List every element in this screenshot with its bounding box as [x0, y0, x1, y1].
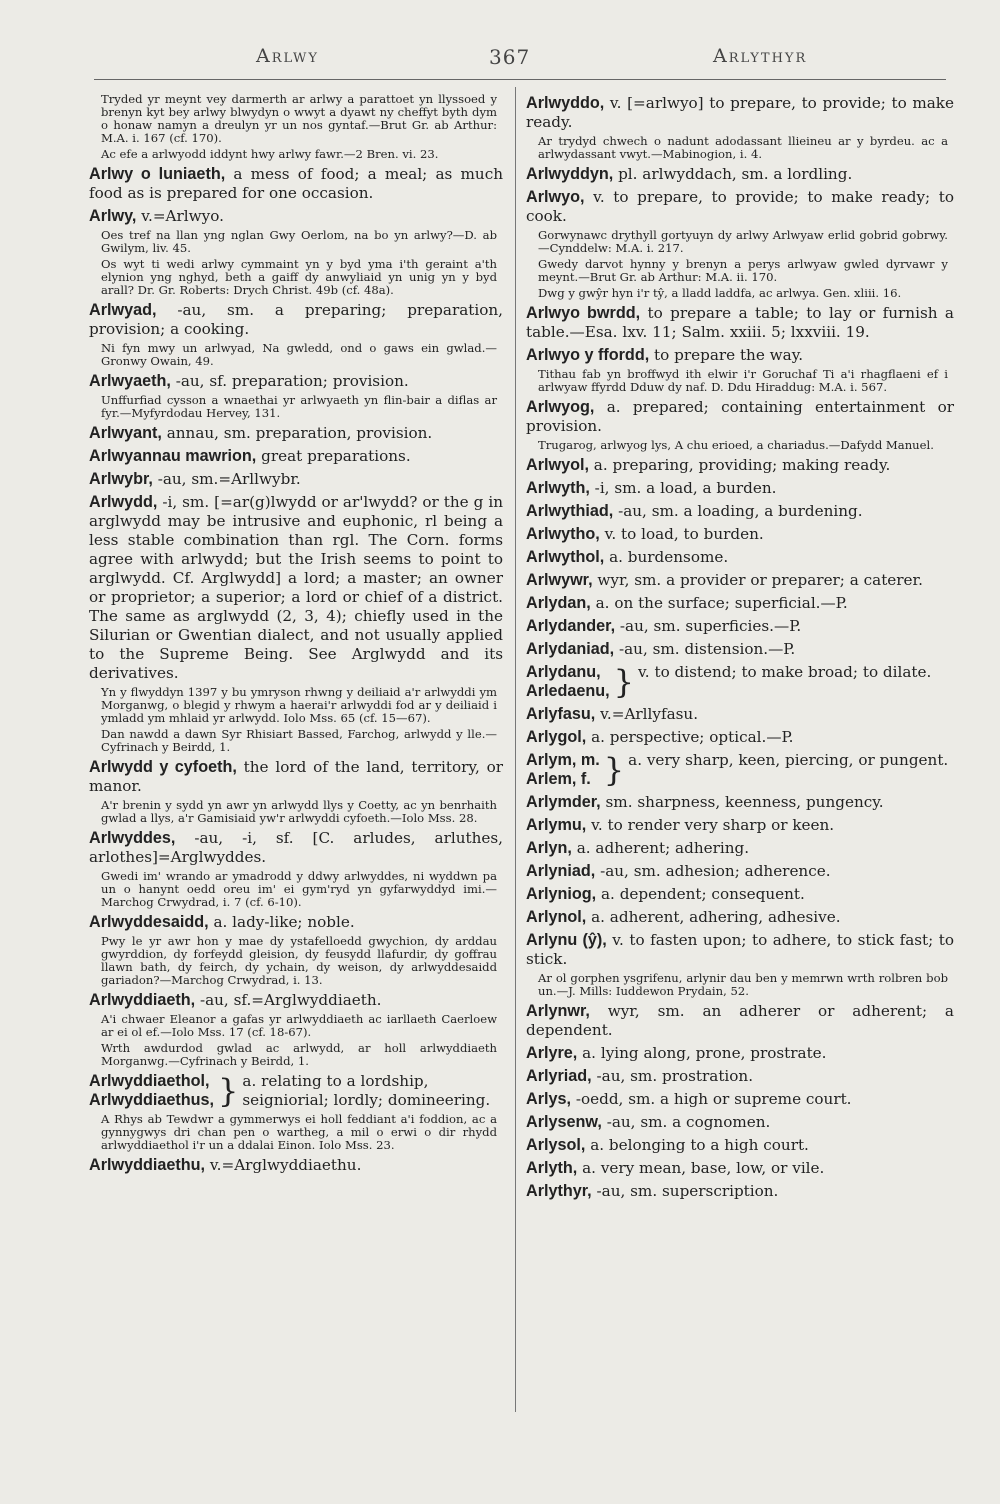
definition: -au, sf.=Arglwyddiaeth. — [195, 991, 382, 1009]
dictionary-entry — [526, 839, 954, 858]
definition: a. dependent; consequent. — [596, 885, 805, 903]
headword: Arlyniad, — [526, 862, 596, 880]
headword: Arlwythiad, — [526, 502, 614, 520]
headword: Arlys, — [526, 1090, 571, 1108]
definition: a. belonging to a high court. — [585, 1136, 809, 1154]
headword: Arlwyddiaeth, — [89, 991, 196, 1009]
headword: Arlythyr, — [526, 1182, 592, 1200]
citation-quote: Oes tref na llan yng nglan Gwy Oerlom, na bo yn arlwy?—D. ab Gwilym, liv. 45. — [101, 228, 497, 255]
headword: Arlwyddesaidd, — [89, 913, 209, 931]
citation-quote: Trugarog, arlwyog lys, A chu erioed, a chariadus.—Dafydd Manuel. — [538, 438, 934, 452]
dictionary-entry — [89, 424, 503, 443]
headword: Arlyniog, — [526, 885, 597, 903]
dictionary-entry — [526, 1067, 954, 1086]
definition: pl. arlwyddach, sm. a lordling. — [613, 165, 853, 183]
brace: } — [218, 1072, 239, 1110]
definition: sm. sharpness, keenness, pungency. — [600, 793, 884, 811]
citation-quote: A'r brenin y sydd yn awr yn arlwydd llys y Coetty, ac yn benrhaith gwlad a llys, a'r Gamisiaid yw'r arlwyddi cyfoeth.—Iolo Mss. 28. — [101, 798, 497, 825]
headword: Arlynwr, — [526, 1002, 590, 1020]
definition: -au, sm.=Arllwybr. — [152, 470, 301, 488]
definition: -au, sm. adhesion; adherence. — [595, 862, 831, 880]
definition: v. to load, to burden. — [599, 525, 764, 543]
headword: Arledaenu, — [526, 682, 610, 700]
headword: Arlymder, — [526, 793, 601, 811]
dictionary-entry-pair — [526, 751, 954, 789]
headword: Arlysol, — [526, 1136, 586, 1154]
dictionary-entry — [526, 456, 954, 475]
dictionary-entry — [526, 728, 954, 747]
citation-quote: Gwedi im' wrando ar ymadrodd y ddwy arlwyddes, ni wyddwn pa un o hanynt oedd oreu im' ei gym'ryd yn gyfarwyddyd imi.—Marchog Crwydrad, i. 7 (cf. 6-10). — [101, 869, 497, 909]
dictionary-entry — [526, 548, 954, 567]
column-divider — [515, 87, 516, 1412]
dictionary-entry — [89, 470, 503, 489]
definition: -au, sm. prostration. — [591, 1067, 754, 1085]
headword: Arlwyo y ffordd, — [526, 346, 650, 364]
dictionary-entry — [89, 1156, 503, 1175]
citation-quote: Tithau fab yn broffwyd ith elwir i'r Goruchaf Ti a'i rhagflaeni ef i arlwyaw ffyrdd Dduw dy naf. D. Ddu Hiraddug: M.A. i. 567. — [538, 367, 948, 394]
dictionary-entry — [89, 207, 503, 226]
definition: -au, sm. distension.—P. — [614, 640, 796, 658]
dictionary-entry — [526, 502, 954, 521]
dictionary-entry — [526, 617, 954, 636]
dictionary-entry — [526, 479, 954, 498]
dictionary-entry — [526, 1159, 954, 1178]
dictionary-entry — [89, 913, 503, 932]
dictionary-entry — [89, 165, 503, 203]
definition: a. very mean, base, low, or vile. — [577, 1159, 825, 1177]
headword: Arlwyaeth, — [89, 372, 171, 390]
brace: } — [613, 663, 635, 701]
definition: v. to fasten upon; to adhere, to stick fast; to stick. — [526, 931, 955, 968]
headword: Arlydanu, — [526, 663, 601, 681]
headword: Arlem, f. — [526, 770, 591, 788]
citation-quote: Gwedy darvot hynny y brenyn a perys arlwyaw gwled dyrvawr y meynt.—Brut Gr. ab Arthur: M.A. ii. 170. — [538, 257, 948, 284]
headword: Arlwy o luniaeth, — [89, 165, 226, 183]
headword: Arlynu (ŷ), — [526, 931, 607, 949]
definition: -au, sm. superficies.—P. — [615, 617, 802, 635]
headword: Arlwyad, — [89, 301, 157, 319]
dictionary-entry — [526, 908, 954, 927]
definition: -au, -i, sf. [C. arludes, arluthes, arlothes]=Arglwyddes. — [89, 829, 503, 866]
citation-quote: Unffurfiad cysson a wnaethai yr arlwyaeth yn flin-bair a diflas ar fyr.—Myfyrdodau Hervey, 131. — [101, 393, 497, 420]
headword: Arlymu, — [526, 816, 587, 834]
definition: a. adherent; adhering. — [571, 839, 750, 857]
citation-quote: Ar trydyd chwech o nadunt adodassant llieineu ar y byrdeu. ac a arlwydassant vwyt.—Mabinogion, i. 4. — [538, 134, 948, 161]
definition: v.=Arglwyddiaethu. — [205, 1156, 362, 1174]
dictionary-entry — [526, 1044, 954, 1063]
headword: Arlydan, — [526, 594, 591, 612]
dictionary-entry — [526, 862, 954, 881]
citation-quote: A'i chwaer Eleanor a gafas yr arlwyddiaeth ac iarllaeth Caerloew ar ei ol ef.—Iolo Mss. 17 (cf. 18-67). — [101, 1012, 497, 1039]
definition: the lord of the land, territory, or manor. — [89, 758, 503, 795]
definition: -au, sf. preparation; provision. — [170, 372, 409, 390]
citation-quote: Ar ol gorphen ysgrifenu, arlynir dau ben y memrwn wrth rolbren bob un.—J. Mills: Iuddewon Prydain, 52. — [538, 971, 948, 998]
definition: a. perspective; optical.—P. — [586, 728, 794, 746]
dictionary-entry — [89, 758, 503, 796]
definition: -au, sm. superscription. — [591, 1182, 779, 1200]
dictionary-entry — [89, 493, 503, 683]
definition: a. lying along, prone, prostrate. — [577, 1044, 827, 1062]
definition: v.=Arllyfasu. — [595, 705, 699, 723]
headword: Arlwyo bwrdd, — [526, 304, 641, 322]
headword: Arlyth, — [526, 1159, 578, 1177]
dictionary-entry — [526, 1090, 954, 1109]
definition: to prepare a table; to lay or furnish a table.—Esa. lxv. 11; Salm. xxiii. 5; lxxviii. 19. — [526, 304, 954, 341]
dictionary-entry — [526, 640, 954, 659]
dictionary-entry — [89, 301, 503, 339]
headword: Arlydaniad, — [526, 640, 615, 658]
citation-quote: Gorwynawc drythyll gortyuyn dy arlwy Arlwyaw erlid gobrid gobrwy.—Cynddelw: M.A. i. 217. — [538, 228, 948, 255]
citation-quote: Os wyt ti wedi arlwy cymmaint yn y byd yma i'th geraint a'th elynion yng nghyd, beth a gaiff dy anwyliaid yn unig yn y byd arall? Dr. Gr. Roberts: Drych Christ. 49b (cf. 48a). — [101, 257, 497, 297]
definition: great preparations. — [256, 447, 411, 465]
definition: a. prepared; containing entertainment or provision. — [526, 398, 954, 435]
definition: -au, sm. a preparing; preparation, provision; a cooking. — [89, 301, 503, 338]
headword: Arlyn, — [526, 839, 572, 857]
headword: Arlwywr, — [526, 571, 593, 589]
definition: -oedd, sm. a high or supreme court. — [571, 1090, 852, 1108]
definition: a. relating to a lordship, seigniorial; lordly; domineering. — [242, 1072, 491, 1109]
headword: Arlyfasu, — [526, 705, 596, 723]
headword: Arlwyth, — [526, 479, 590, 497]
dictionary-entry — [89, 829, 503, 867]
definition: a. lady-like; noble. — [208, 913, 355, 931]
headword: Arlwydd, — [89, 493, 158, 511]
headword: Arlwyol, — [526, 456, 589, 474]
definition: wyr, sm. an adherer or adherent; a dependent. — [526, 1002, 954, 1039]
headword: Arlwyddyn, — [526, 165, 614, 183]
headword: Arlwydd y cyfoeth, — [89, 758, 237, 776]
definition: annau, sm. preparation, provision. — [161, 424, 433, 442]
dictionary-entry — [526, 1113, 954, 1132]
headword: Arlwyddiaethu, — [89, 1156, 206, 1174]
definition: v. to render very sharp or keen. — [586, 816, 835, 834]
citation-quote: Dan nawdd a dawn Syr Rhisiart Bassed, Farchog, arlwydd y lle.—Cyfrinach y Beirdd, 1. — [101, 727, 497, 754]
dictionary-entry-pair — [526, 663, 954, 701]
dictionary-entry — [526, 885, 954, 904]
dictionary-entry — [526, 705, 954, 724]
headword: Arlwyddiaethol, — [89, 1072, 210, 1090]
dictionary-entry — [526, 571, 954, 590]
definition: to prepare the way. — [649, 346, 804, 364]
headword: Arlwyant, — [89, 424, 162, 442]
dictionary-entry — [89, 372, 503, 391]
dictionary-entry — [526, 594, 954, 613]
definition: -au, sm. a cognomen. — [601, 1113, 771, 1131]
definition: a. very sharp, keen, piercing, or pungent. — [628, 751, 949, 769]
right-column — [526, 90, 954, 1201]
headword: Arlwyog, — [526, 398, 595, 416]
headword: Arlwybr, — [89, 470, 153, 488]
dictionary-entry — [526, 1136, 954, 1155]
headword: Arlyriad, — [526, 1067, 592, 1085]
headword: Arlwythol, — [526, 548, 605, 566]
definition: wyr, sm. a provider or preparer; a caterer. — [592, 571, 923, 589]
dictionary-entry — [89, 991, 503, 1010]
headword: Arlwyo, — [526, 188, 585, 206]
left-column — [89, 90, 503, 1175]
dictionary-entry — [526, 188, 954, 226]
dictionary-entry — [526, 94, 954, 132]
definition: v. to prepare, to provide; to make ready; to cook. — [526, 188, 954, 225]
definition: a. on the surface; superficial.—P. — [590, 594, 848, 612]
page-number: 367 — [489, 45, 531, 69]
dictionary-entry — [526, 304, 954, 342]
definition: -i, sm. a load, a burden. — [589, 479, 777, 497]
dictionary-entry — [526, 1182, 954, 1201]
dictionary-entry — [526, 525, 954, 544]
citation-quote: Ac efe a arlwyodd iddynt hwy arlwy fawr.—2 Bren. vi. 23. — [101, 147, 439, 161]
headword: Arlwytho, — [526, 525, 600, 543]
headword: Arlyre, — [526, 1044, 578, 1062]
headword: Arlwyddiaethus, — [89, 1091, 215, 1109]
definition: -i, sm. [=ar(g)lwydd or ar'lwydd? or the g in arglwydd may be intrusive and euphonic, rl being a less stable combination than rgl. The Corn. forms agree with arlwydd; but the Irish seems to point to arglwydd. Cf. Arglwydd] a lord; a master; an owner or proprietor; a superior; a lord or chief of a district. The same as arglwydd (2, 3, 4); chiefly used in the Silurian or Gwentian dialect, and not usually applied to the Supreme Being. See Arglwydd and its derivatives. — [89, 493, 503, 682]
headword: Arlwyddo, — [526, 94, 605, 112]
dictionary-entry — [526, 1002, 954, 1040]
headword: Arlygol, — [526, 728, 587, 746]
citation-quote: Yn y flwyddyn 1397 y bu ymryson rhwng y deiliaid a'r arlwyddi ym Morganwg, o blegid y rhwym a haerai'r arlwyddi fod ar y deiliaid i ymladd ym mhlaid yr arlwydd. Iolo Mss. 65 (cf. 15—67). — [101, 685, 497, 725]
citation-quote: Dwg y gwŷr hyn i'r tŷ, a lladd laddfa, ac arlwya. Gen. xliii. 16. — [538, 286, 902, 300]
definition: a. preparing, providing; making ready. — [588, 456, 891, 474]
dictionary-entry — [526, 931, 954, 969]
definition: a mess of food; a meal; as much food as is prepared for one occasion. — [89, 165, 503, 202]
headword: Arlysenw, — [526, 1113, 602, 1131]
headword: Arlwyannau mawrion, — [89, 447, 257, 465]
dictionary-entry — [526, 398, 954, 436]
headword: Arlwyddes, — [89, 829, 176, 847]
dictionary-entry — [526, 793, 954, 812]
definition: v. to distend; to make broad; to dilate. — [638, 663, 932, 681]
dictionary-entry — [526, 816, 954, 835]
headword: Arlwy, — [89, 207, 137, 225]
definition: a. adherent, adhering, adhesive. — [586, 908, 841, 926]
citation-quote: A Rhys ab Tewdwr a gymmerwys ei holl feddiant a'i foddion, ac a gynnygwys dri chan pen o wartheg, a mil o erwi o dir rhydd arlwyddiaethol i'r un a ddalai Einon. Iolo Mss. 23. — [101, 1112, 497, 1152]
running-head-right: Arlythyr — [713, 45, 808, 67]
headword: Arlynol, — [526, 908, 587, 926]
citation-quote: Pwy le yr awr hon y mae dy ystafelloedd gwychion, dy arddau gwyrddion, dy forfeydd gleision, dy feusydd llafurdir, dy goffrau llawn bath, dy feirch, dy ychain, dy weison, dy arlwyddesaidd gariadon?—Marchog Crwydrad, i. 13. — [101, 934, 497, 987]
definition: v.=Arlwyo. — [136, 207, 224, 225]
header-rule — [94, 79, 946, 80]
headword: Arlydander, — [526, 617, 616, 635]
dictionary-entry — [526, 165, 954, 184]
brace: } — [603, 751, 625, 789]
citation-quote: Ni fyn mwy un arlwyad, Na gwledd, ond o gaws ein gwlad.—Gronwy Owain, 49. — [101, 341, 497, 368]
definition: a. burdensome. — [604, 548, 729, 566]
definition: v. [=arlwyo] to prepare, to provide; to make ready. — [526, 94, 954, 131]
dictionary-entry — [526, 346, 954, 365]
dictionary-entry-pair — [89, 1072, 503, 1110]
headword: Arlym, m. — [526, 751, 600, 769]
citation-quote: Wrth awdurdod gwlad ac arlwydd, ar holl arlwyddiaeth Morganwg.—Cyfrinach y Beirdd, 1. — [101, 1041, 497, 1068]
citation-quote: Tryded yr meynt vey darmerth ar arlwy a parattoet yn llyssoed y brenyn kyt bey arlwy blwydyn o wwyt a dyawt ny cheffyt byth dym o honaw namyn a dreulyn yr un nos gyntaf.—Brut Gr. ab Arthur: M.A. i. 167 (cf. 170). — [101, 92, 497, 145]
running-head-left: Arlwy — [256, 45, 319, 67]
definition: -au, sm. a loading, a burdening. — [613, 502, 863, 520]
dictionary-entry — [89, 447, 503, 466]
